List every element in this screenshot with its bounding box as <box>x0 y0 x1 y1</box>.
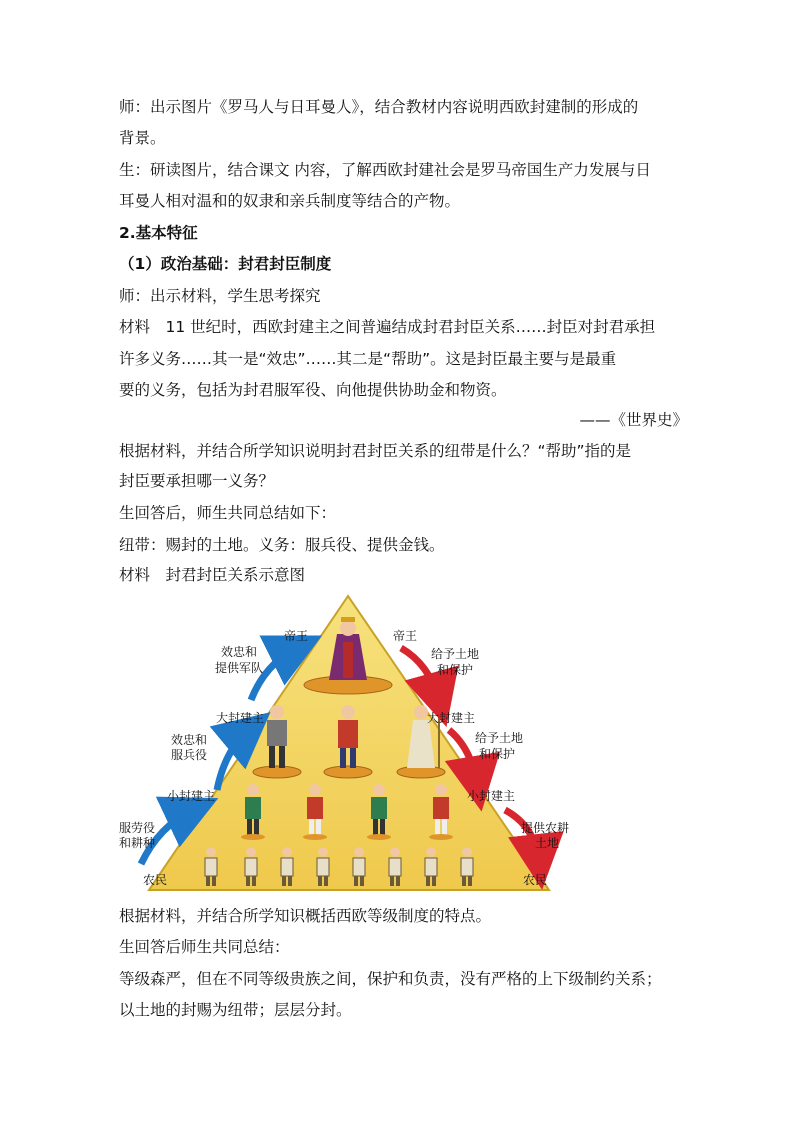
text-line: 师：出示图片《罗马人与日耳曼人》，结合教材内容说明西欧封建制的形成的 <box>119 98 639 116</box>
down-arrow-label: 给予土地 <box>475 731 524 745</box>
answer-text: 等级森严，但在不同等级贵族之间，保护和负责，没有严格的上下级制约关系； <box>119 970 662 988</box>
text-line: 背景。 <box>119 129 166 147</box>
lord-pedestal-center <box>324 766 372 778</box>
right-level-label: 农民 <box>523 873 548 887</box>
question-text: 根据材料，并结合所学知识说明封君封臣关系的纽带是什么？“帮助”指的是 <box>119 442 632 460</box>
feudal-pyramid-diagram <box>119 592 577 894</box>
subsection-heading: （1）政治基础：封君封臣制度 <box>119 255 332 273</box>
text-line: 师：出示材料，学生思考探究 <box>119 287 321 305</box>
answer-text: 以土地的封赐为纽带；层层分封。 <box>119 1001 352 1019</box>
up-arrow-label: 和耕种 <box>119 836 156 850</box>
right-level-label: 帝王 <box>393 629 418 643</box>
question-text: 封臣要承担哪一义务？ <box>119 472 275 490</box>
material-text: 要的义务，包括为封君服军役、向他提供协助金和物资。 <box>119 381 507 399</box>
text-line: 耳曼人相对温和的奴隶和亲兵制度等结合的产物。 <box>119 192 461 210</box>
down-arrow-label: 给予土地 <box>431 647 480 661</box>
up-arrow-label: 服劳役 <box>119 821 156 835</box>
down-arrow-label: 和保护 <box>479 747 516 761</box>
up-arrow-label: 效忠和 <box>221 645 258 659</box>
left-level-label: 农民 <box>143 873 168 887</box>
down-arrow-label: 提供农耕 <box>521 821 570 835</box>
right-level-label: 大封建主 <box>427 711 476 725</box>
right-level-label: 小封建主 <box>467 789 516 803</box>
answer-text: 纽带：赐封的土地。义务：服兵役、提供金钱。 <box>119 536 445 554</box>
text-line: 生回答后师生共同总结： <box>119 938 290 956</box>
up-arrow-label: 效忠和 <box>171 733 208 747</box>
material-caption: 材料 封君封臣关系示意图 <box>119 566 306 584</box>
down-arrow-label: 和保护 <box>437 663 474 677</box>
left-level-label: 大封建主 <box>216 711 265 725</box>
citation: ——《世界史》 <box>579 411 688 429</box>
text-line: 生：研读图片，结合课文 内容，了解西欧封建社会是罗马帝国生产力发展与日 <box>119 161 651 179</box>
down-arrow-label: 土地 <box>535 836 560 850</box>
lord-pedestal-left <box>253 766 301 778</box>
up-arrow-label: 提供军队 <box>215 661 264 675</box>
material-text: 材料 11 世纪时，西欧封建主之间普遍结成封君封臣关系……封臣对封君承担 <box>119 318 656 336</box>
up-arrow-label: 服兵役 <box>171 748 208 762</box>
left-level-label: 小封建主 <box>167 789 216 803</box>
text-line: 生回答后，师生共同总结如下： <box>119 504 337 522</box>
material-text: 许多义务……其一是“效忠”……其二是“帮助”。这是封臣最主要与是最重 <box>119 350 617 368</box>
section-heading: 2.基本特征 <box>119 224 198 242</box>
left-level-label: 帝王 <box>284 629 309 643</box>
question-text: 根据材料，并结合所学知识概括西欧等级制度的特点。 <box>119 907 492 925</box>
